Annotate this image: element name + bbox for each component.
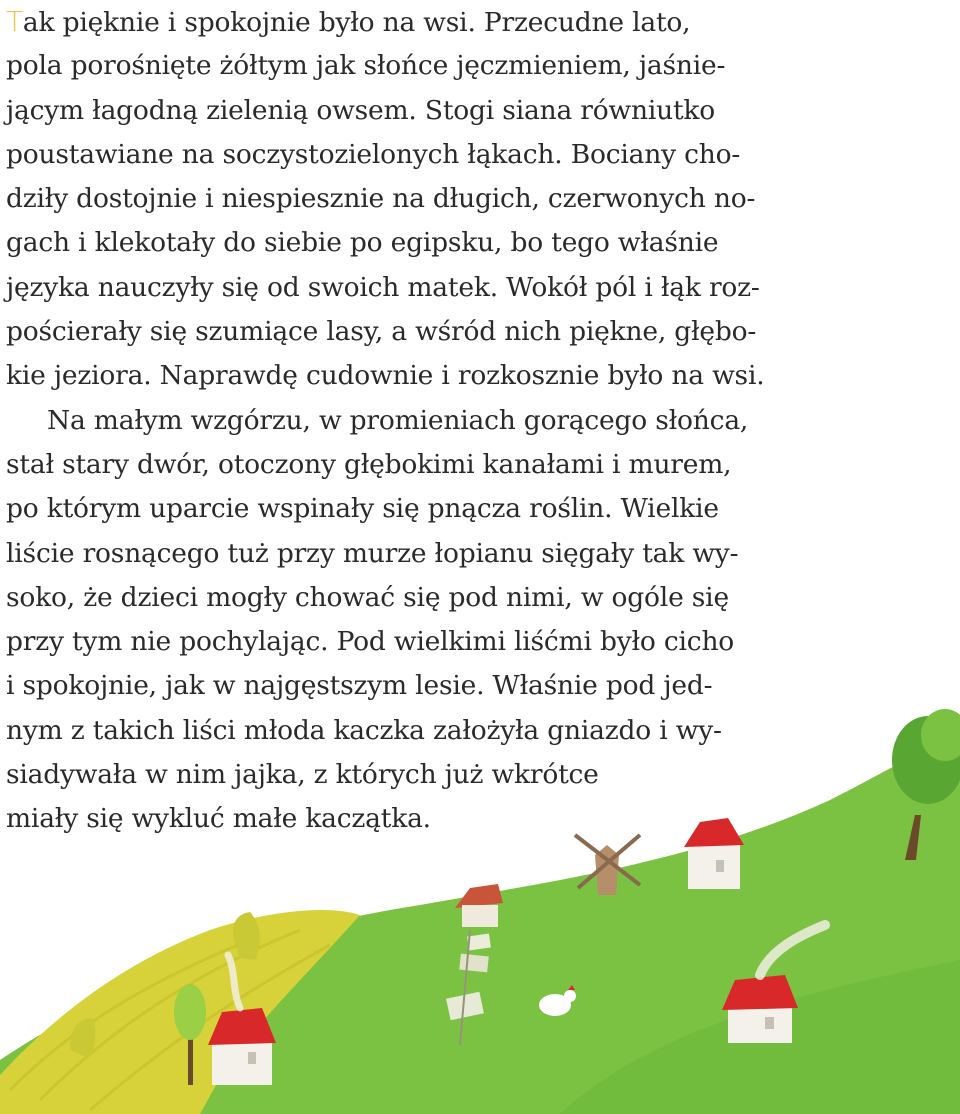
text-line-18: siadywała w nim jajka, z których już wkrótce <box>6 759 599 791</box>
text-line-2: pola porośnięte żółtym jak słońce jęczmieniem, jaśnie- <box>6 50 726 82</box>
text-line-5: dziły dostojnie i niespiesznie na długich, czerwonych no- <box>6 183 756 215</box>
text-line-19: miały się wykluć małe kaczątka. <box>6 803 431 835</box>
text-line-15: przy tym nie pochylając. Pod wielkimi liśćmi było cicho <box>6 626 735 658</box>
text-line-3: jącym łagodną zielenią owsem. Stogi siana równiutko <box>6 94 716 126</box>
text-line-11: stał stary dwór, otoczony głębokimi kanałami i murem, <box>6 448 732 480</box>
text-line-4: poustawiane na soczystozielonych łąkach. Bociany cho- <box>6 138 741 170</box>
text-line-10: Na małym wzgórzu, w promieniach gorącego słońca, <box>47 404 749 436</box>
text-line-13: liście rosnącego tuż przy murze łopianu sięgały tak wy- <box>6 537 739 569</box>
text-line-17: nym z takich liści młoda kaczka założyła gniazdo i wy- <box>6 714 722 746</box>
text-line-12: po którym uparcie wspinały się pnącza roślin. Wielkie <box>6 493 719 525</box>
text-line-14: soko, że dzieci mogły chować się pod nimi, w ogóle się <box>6 581 729 613</box>
text-line-8: pościerały się szumiące lasy, a wśród nich piękne, głębo- <box>6 316 757 348</box>
text-line-1: Tak pięknie i spokojnie było na wsi. Przecudne lato, <box>6 5 691 38</box>
text-line-6: gach i klekotały do siebie po egipsku, bo tego właśnie <box>6 227 719 259</box>
house-small <box>455 884 503 927</box>
text-line-16: i spokojnie, jak w najgęstszym lesie. Właśnie pod jed- <box>6 670 713 702</box>
text-line-7: języka nauczyły się od swoich matek. Wokół pól i łąk roz- <box>6 271 760 303</box>
house-top <box>684 818 744 889</box>
drop-cap: T <box>6 5 23 38</box>
text-line-9: kie jeziora. Naprawdę cudownie i rozkosznie było na wsi. <box>6 360 765 392</box>
